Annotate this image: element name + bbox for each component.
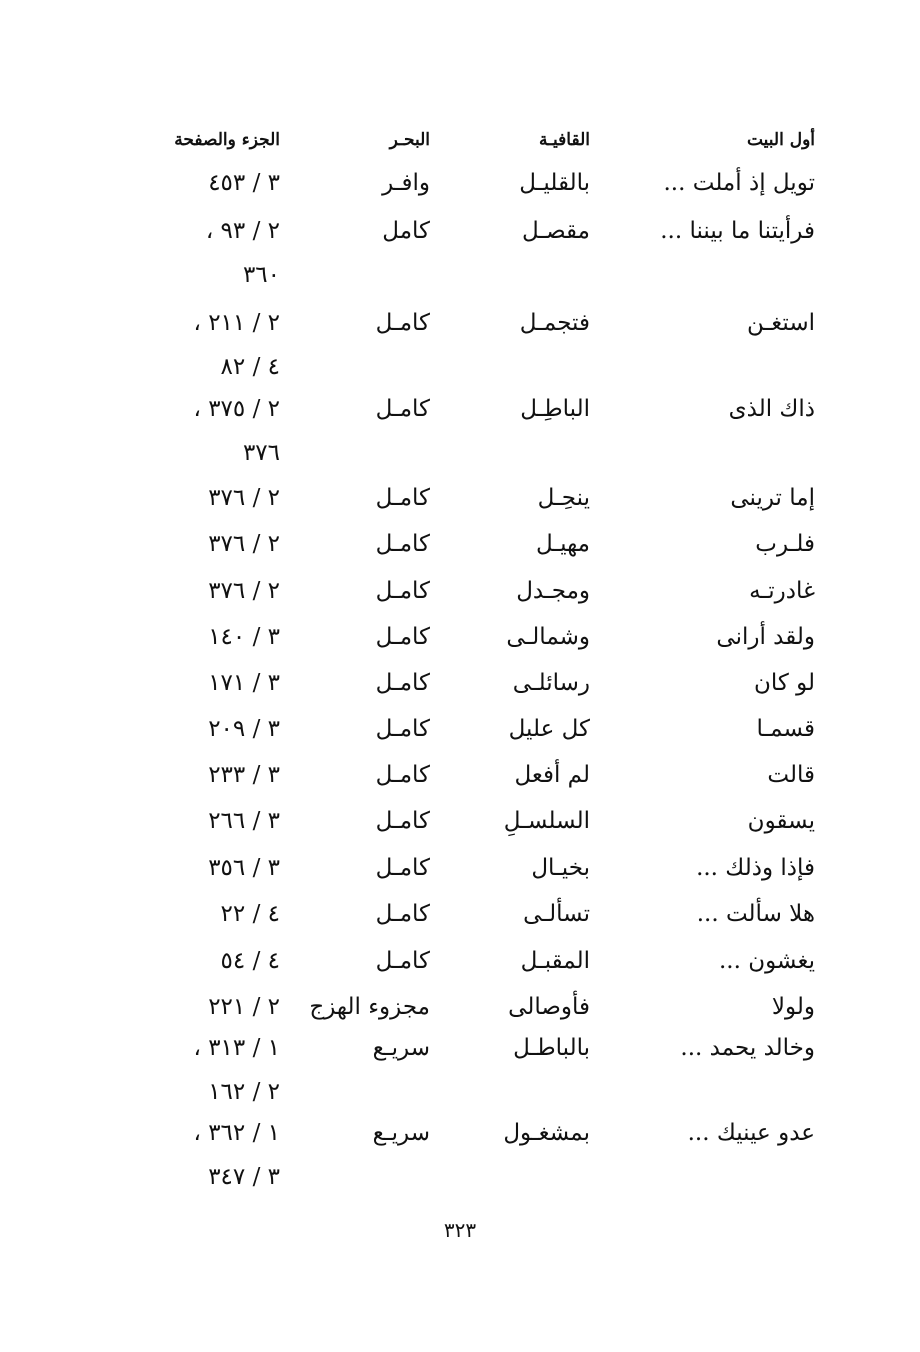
- header-rhyme: القافيـة: [538, 130, 590, 150]
- row-volume-page: ٢ / ٣٧٥ ،: [193, 396, 280, 422]
- header-volume-page: الجزء والصفحة: [174, 130, 280, 150]
- row-first-verse: ولقد أرانى: [716, 624, 815, 650]
- row-meter: كامـل: [375, 762, 430, 788]
- row-volume-page: ٤ / ٨٢: [220, 354, 280, 380]
- row-meter: مجزوء الهزج: [309, 994, 430, 1020]
- row-meter: كامـل: [375, 901, 430, 927]
- row-rhyme: بالباطـل: [513, 1035, 590, 1061]
- row-volume-page: ٢ / ٩٣ ،: [205, 218, 280, 244]
- row-rhyme: وشمالـى: [506, 624, 590, 650]
- row-rhyme: مهيـل: [535, 531, 590, 557]
- row-volume-page: ٢ / ٣٧٦: [208, 578, 280, 604]
- row-meter: كامـل: [375, 670, 430, 696]
- row-meter: وافـر: [382, 170, 430, 196]
- row-first-verse: تويل إذ أملت ...: [663, 170, 815, 196]
- row-first-verse: إما ترينى: [730, 485, 815, 511]
- header-first-verse: أول البيت: [746, 130, 815, 150]
- row-first-verse: قالت: [767, 762, 815, 788]
- row-meter: كامـل: [375, 948, 430, 974]
- row-meter: سريـع: [372, 1120, 430, 1146]
- row-first-verse: لو كان: [753, 670, 815, 696]
- row-first-verse: غادرتـه: [749, 578, 815, 604]
- row-volume-page: ٤ / ٢٢: [220, 901, 280, 927]
- row-volume-page: ٢ / ٣٧٦: [208, 531, 280, 557]
- row-rhyme: مقصـل: [521, 218, 590, 244]
- row-volume-page: ٣ / ٢٣٣: [208, 762, 280, 788]
- row-meter: سريـع: [372, 1035, 430, 1061]
- row-first-verse: هلا سألت ...: [696, 901, 815, 927]
- row-volume-page: ٣ / ١٧١: [208, 670, 280, 696]
- row-volume-page: ٣ / ٣٤٧: [208, 1164, 280, 1190]
- row-rhyme: ينحِـل: [537, 485, 590, 511]
- row-volume-page: ٢ / ١٦٢: [208, 1079, 280, 1105]
- row-first-verse: ذاك الذى: [728, 396, 815, 422]
- row-first-verse: يسقون: [747, 808, 815, 834]
- row-volume-page: ٢ / ٢١١ ،: [193, 310, 280, 336]
- row-first-verse: وخالد يحمد ...: [680, 1035, 815, 1061]
- row-meter: كامـل: [375, 396, 430, 422]
- row-volume-page: ٣٧٦: [242, 440, 280, 466]
- row-rhyme: بخيـال: [531, 855, 590, 881]
- header-meter: البحـر: [389, 130, 430, 150]
- row-first-verse: ولولا: [771, 994, 815, 1020]
- row-rhyme: رسائلـى: [512, 670, 590, 696]
- row-meter: كامل: [382, 218, 430, 244]
- row-volume-page: ٣ / ٤٥٣: [208, 170, 280, 196]
- row-rhyme: السلسـلِ: [503, 808, 590, 834]
- row-rhyme: الباطِـل: [520, 396, 590, 422]
- row-volume-page: ٣٦٠: [242, 262, 280, 288]
- row-volume-page: ١ / ٣٦٢ ،: [193, 1120, 280, 1146]
- row-meter: كامـل: [375, 808, 430, 834]
- row-rhyme: بمشغـول: [503, 1120, 590, 1146]
- row-rhyme: لم أفعل: [514, 762, 590, 788]
- row-first-verse: يغشون ...: [718, 948, 815, 974]
- row-meter: كامـل: [375, 716, 430, 742]
- row-first-verse: عدو عينيك ...: [687, 1120, 815, 1146]
- row-meter: كامـل: [375, 855, 430, 881]
- row-volume-page: ٣ / ٢٠٩: [208, 716, 280, 742]
- row-first-verse: فلـرب: [755, 531, 815, 557]
- row-volume-page: ٢ / ٣٧٦: [208, 485, 280, 511]
- row-rhyme: المقبـل: [520, 948, 590, 974]
- row-rhyme: فتجمـل: [519, 310, 590, 336]
- row-first-verse: قسمـا: [756, 716, 815, 742]
- row-rhyme: فأوصالى: [508, 994, 590, 1020]
- row-rhyme: كل عليل: [508, 716, 590, 742]
- row-meter: كامـل: [375, 310, 430, 336]
- row-rhyme: بالقليـل: [519, 170, 590, 196]
- row-volume-page: ٤ / ٥٤: [220, 948, 280, 974]
- row-meter: كامـل: [375, 485, 430, 511]
- row-first-verse: فإذا وذلك ...: [696, 855, 815, 881]
- row-first-verse: فرأيتنا ما بيننا ...: [660, 218, 815, 244]
- row-volume-page: ٢ / ٢٢١: [208, 994, 280, 1020]
- row-meter: كامـل: [375, 578, 430, 604]
- row-rhyme: تسألـى: [523, 901, 590, 927]
- row-meter: كامـل: [375, 624, 430, 650]
- page-number: ٣٢٣: [443, 1218, 477, 1242]
- row-rhyme: ومجـدل: [516, 578, 590, 604]
- row-first-verse: استغـن: [747, 310, 815, 336]
- row-volume-page: ٣ / ٢٦٦: [208, 808, 280, 834]
- row-volume-page: ٣ / ١٤٠: [208, 624, 280, 650]
- row-volume-page: ١ / ٣١٣ ،: [193, 1035, 280, 1061]
- row-meter: كامـل: [375, 531, 430, 557]
- row-volume-page: ٣ / ٣٥٦: [208, 855, 280, 881]
